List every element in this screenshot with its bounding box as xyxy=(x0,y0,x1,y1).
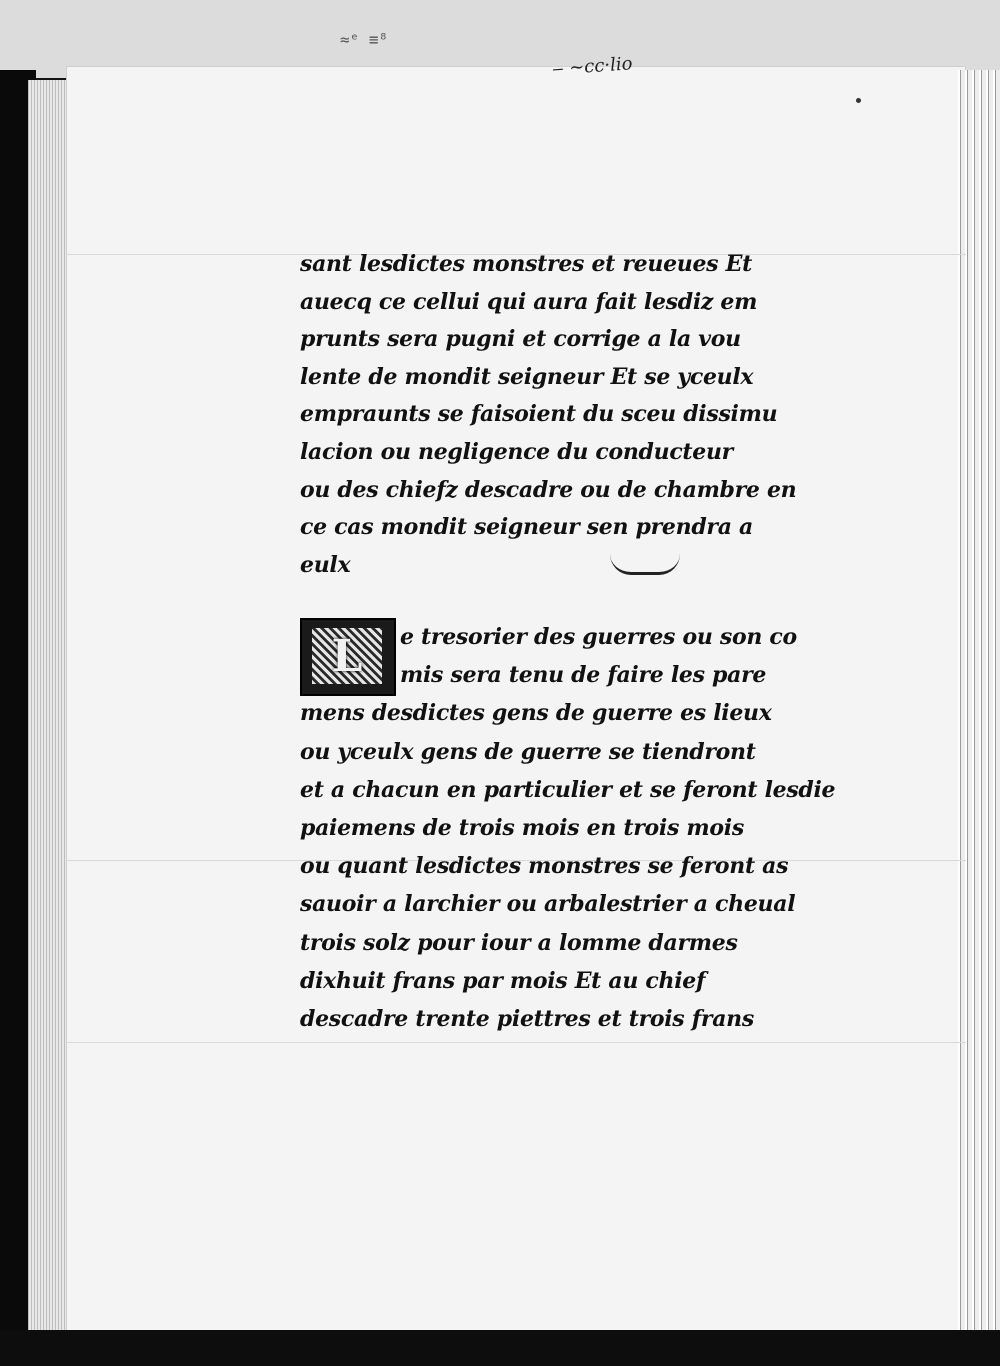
text-line: mis sera tenu de faire les pare xyxy=(400,662,767,689)
initial-letter: L xyxy=(331,630,363,682)
text-line: paiemens de trois mois en trois mois xyxy=(300,814,744,841)
paragraph-2 xyxy=(300,618,860,1038)
text-line: empraunts se faisoient du sceu dissimu xyxy=(300,401,778,428)
top-marks: ≈ᵉ ≡⁸ xyxy=(340,30,389,49)
ink-dot xyxy=(856,98,861,103)
text-line: et a chacun en particulier et se feront lesdie xyxy=(300,776,836,803)
text-line: sauoir a larchier ou arbalestrier a cheual xyxy=(300,891,796,918)
text-line: sant lesdictes monstres et reueues Et xyxy=(300,251,752,277)
text-line: mens desdictes gens de guerre es lieux xyxy=(300,700,772,727)
text-line: ou yceulx gens de guerre se tiendront xyxy=(300,738,756,765)
text-line: ou des chiefz descadre ou de chambre en xyxy=(300,476,797,503)
fold-line xyxy=(66,1042,966,1043)
text-line: ou quant lesdictes monstres se feront as xyxy=(300,853,789,880)
text-line: dixhuit frans par mois Et au chief xyxy=(300,967,706,994)
text-line: eulx xyxy=(300,551,351,578)
shelfmark-annotation: ‒ ~cc·lio xyxy=(551,53,634,80)
scan-bottom-margin xyxy=(0,1330,1000,1366)
text-line: e tresorier des guerres ou son co xyxy=(400,624,797,650)
text-line: trois solz pour iour a lomme darmes xyxy=(300,929,738,956)
flourish xyxy=(610,554,680,575)
text-line: prunts sera pugni et corrige a la vou xyxy=(300,326,741,353)
text-line: lacion ou negligence du conducteur xyxy=(300,438,733,465)
text-line: lente de mondit seigneur Et se yceulx xyxy=(300,363,754,390)
text-line: ce cas mondit seigneur sen prendra a xyxy=(300,514,753,541)
text-line: auecq ce cellui qui aura fait lesdiz em xyxy=(300,288,758,315)
paragraph-1 xyxy=(300,246,840,584)
text-line: descadre trente piettres et trois frans xyxy=(300,1005,754,1032)
right-page-edges xyxy=(958,70,1000,1336)
